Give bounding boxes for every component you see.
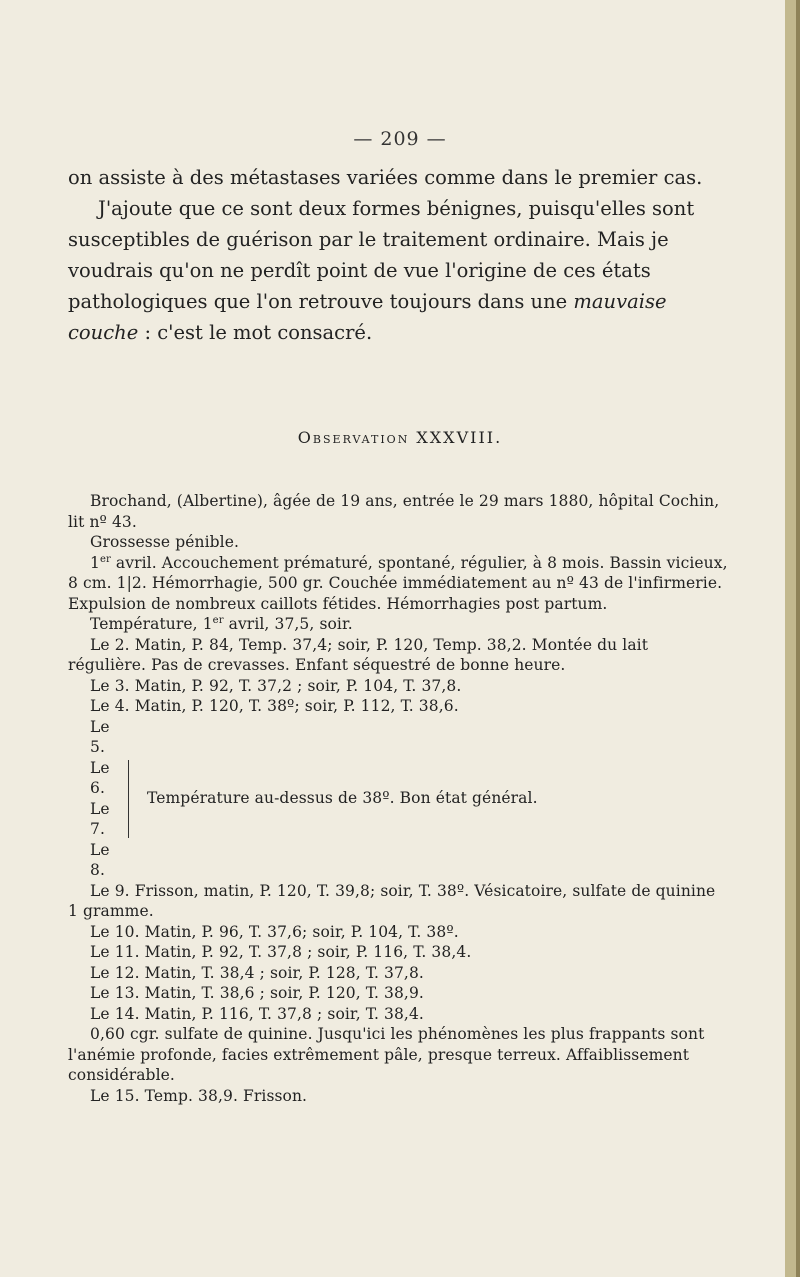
quinine-note: 0,60 cgr. sulfate de quinine. Jusqu'ici les phénomènes les plus frappants sont l'anémie profonde, facies extrêmement pâle, presque terreux. Affaiblissement considérable. [68, 1025, 705, 1084]
bracket-day: Le 6. [90, 758, 110, 797]
intro-paragraph-1: on assiste à des métastases variées comme dans le premier cas. [68, 166, 703, 189]
observation-body [68, 491, 728, 1106]
brace-mark [128, 760, 135, 838]
day-entry: Le 11. Matin, P. 92, T. 37,8 ; soir, P. 116, T. 38,4. [90, 943, 472, 961]
day-entry: Le 4. Matin, P. 120, T. 38º; soir, P. 112, T. 38,6. [90, 697, 459, 715]
day-entry: Le 14. Matin, P. 116, T. 37,8 ; soir, T. 38,4. [90, 1004, 424, 1023]
patient-info: Brochand, (Albertine), âgée de 19 ans, entrée le 29 mars 1880, hôpital Cochin, lit nº 43. [68, 492, 720, 531]
bracket-day: Le 7. [90, 799, 110, 838]
intro-paragraph-2: J'ajoute que ce sont deux formes bénignes, puisqu'elles sont susceptibles de guérison par le traitement ordinaire. Mais je voudrais qu'on ne perdît point de vue l'origine de ces états pathologiques que l'on retrouve toujours dans une mauvaise couche : c'est le mot consacré. [68, 197, 695, 344]
book-spine-edge [796, 0, 800, 1277]
page-number: — 209 — [353, 128, 447, 150]
bracket-day: Le 5. [90, 717, 110, 756]
bracket-summary: Température au-dessus de 38º. Bon état général. [147, 789, 538, 808]
day-entry: Le 3. Matin, P. 92, T. 37,2 ; soir, P. 104, T. 37,8. [90, 676, 462, 695]
bracket-day-list [90, 717, 128, 881]
italic-term: mauvaise couche [68, 290, 667, 344]
pregnancy-note: Grossesse pénible. [90, 533, 240, 551]
day-entry: Le 15. Temp. 38,9. Frisson. [90, 1086, 308, 1105]
day-entry: Le 2. Matin, P. 84, Temp. 37,4; soir, P. 120, Temp. 38,2. Montée du lait régulière. Pas de crevasses. Enfant séquestré de bonne heure. [68, 635, 649, 674]
day-entry: Le 10. Matin, P. 96, T. 37,6; soir, P. 104, T. 38º. [90, 922, 459, 941]
day-entry: Le 9. Frisson, matin, P. 120, T. 39,8; soir, T. 38º. Vésicatoire, sulfate de quinine 1 gramme. [68, 881, 716, 920]
temperature-note: Température, 1er avril, 37,5, soir. [90, 614, 353, 633]
day-entry: Le 12. Matin, T. 38,4 ; soir, P. 128, T. 37,8. [90, 963, 424, 982]
delivery-note: 1er avril. Accouchement prématuré, spontané, régulier, à 8 mois. Bassin vicieux, 8 cm. 1|2. Hémorrhagie, 500 gr. Couchée immédiatement au nº 43 de l'infirmerie. Expulsion de nombreux caillots fétides. Hémorrhagies post partum. [68, 553, 728, 613]
observation-title: Observation XXXVIII. [297, 428, 503, 447]
bracket-day: Le 8. [90, 840, 110, 879]
bracketed-days [90, 717, 728, 881]
day-entry: Le 13. Matin, T. 38,6 ; soir, P. 120, T. 38,9. [90, 984, 424, 1002]
intro-text [68, 162, 728, 348]
